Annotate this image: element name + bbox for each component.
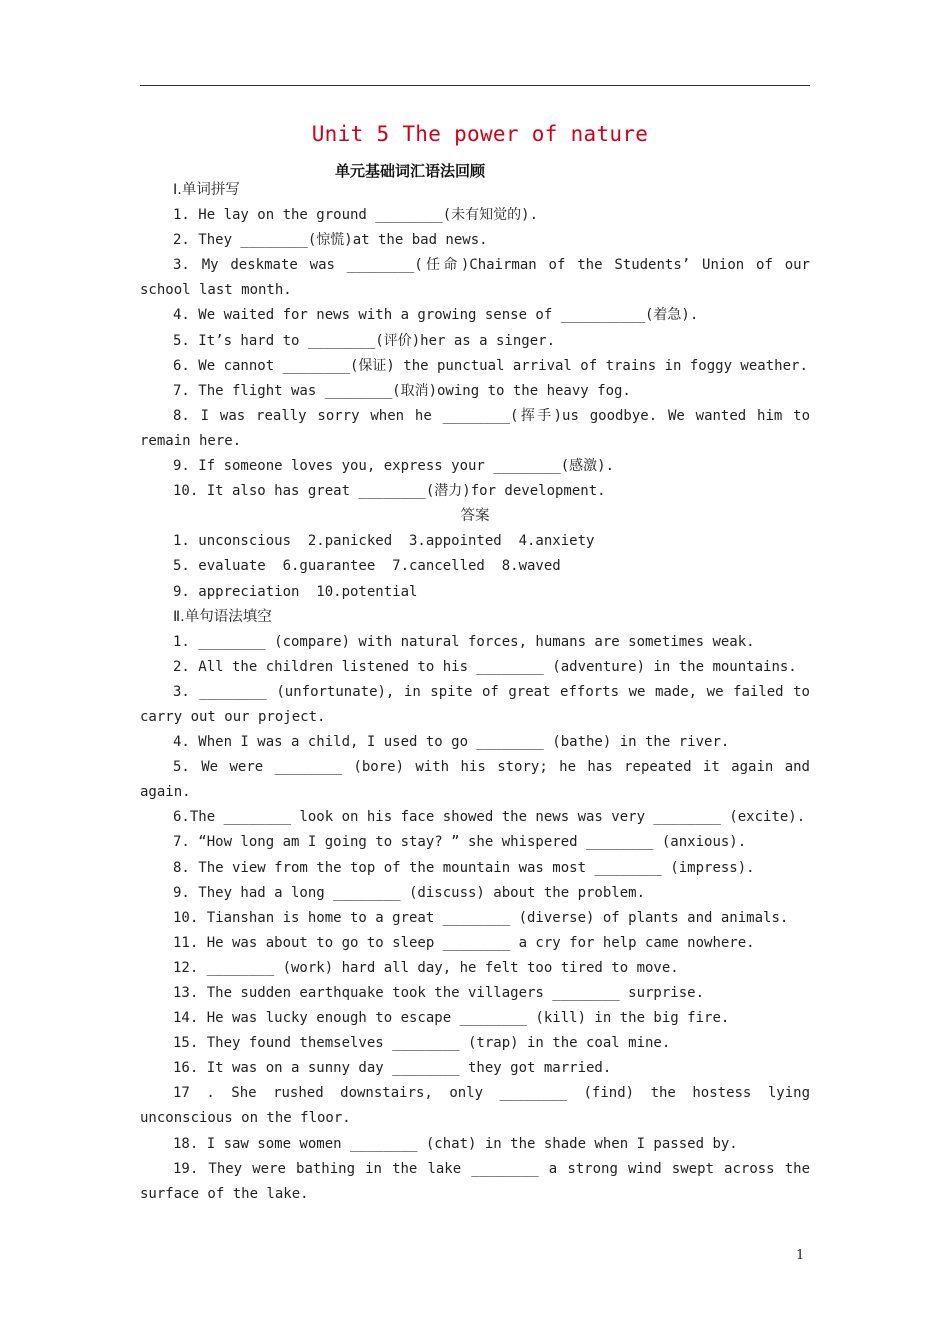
grammar-item-13: 13. The sudden earthquake took the villagers ________ surprise. [173, 985, 705, 1001]
answer-line-1: 1. unconscious 2.panicked 3.appointed 4.anxiety [173, 533, 595, 550]
vocabulary-list [140, 203, 819, 504]
grammar-item-18: 18. I saw some women ________ (chat) in the shade when I passed by. [173, 1135, 738, 1152]
grammar-item-6: 6.The ________ look on his face showed the news was very ________ (excite). [173, 809, 806, 826]
vocab-item-5: 5. It’s hard to ________(评价)her as a singer. [173, 332, 556, 349]
vocab-item-9: 9. If someone loves you, express your ________(感激). [173, 458, 615, 475]
vocab-item-10: 10. It also has great ________(潜力)for development. [173, 483, 606, 500]
grammar-item-8: 8. The view from the top of the mountain was most ________ (impress). [173, 859, 755, 876]
grammar-list [140, 630, 819, 1207]
grammar-item-10: 10. Tianshan is home to a great ________ (diverse) of plants and animals. [173, 909, 789, 926]
section-heading-grammar: Ⅱ.单句语法填空 [173, 608, 272, 625]
answer-heading: 答案 [460, 508, 490, 525]
document-body [140, 178, 819, 1207]
grammar-item-1: 1. ________ (compare) with natural forces, humans are sometimes weak. [173, 633, 755, 650]
header-rule [140, 85, 810, 86]
grammar-item-16: 16. It was on a sunny day ________ they got married. [173, 1060, 612, 1077]
page-subtitle: 单元基础词汇语法回顾 [334, 162, 485, 180]
grammar-item-3: 3. ________ (unfortunate), in spite of great efforts we made, we failed to carry out our project. [140, 683, 819, 725]
grammar-item-7: 7. “How long am I going to stay? ” she whispered ________ (anxious). [173, 834, 747, 851]
vocab-item-1: 1. He lay on the ground ________(未有知觉的). [173, 207, 539, 224]
grammar-item-5: 5. We were ________ (bore) with his story; he has repeated it again and again. [140, 759, 819, 801]
grammar-item-19: 19. They were bathing in the lake ________ a strong wind swept across the surface of the lake. [140, 1160, 819, 1202]
grammar-item-2: 2. All the children listened to his ________ (adventure) in the mountains. [173, 658, 797, 675]
grammar-item-14: 14. He was lucky enough to escape ________ (kill) in the big fire. [173, 1010, 730, 1027]
answer-line-3: 9. appreciation 10.potential [173, 583, 418, 600]
vocab-item-6: 6. We cannot ________(保证) the punctual arrival of trains in foggy weather. [173, 357, 808, 374]
page-title: Unit 5 The power of nature [311, 122, 649, 146]
section-heading-vocabulary: Ⅰ.单词拼写 [173, 182, 240, 198]
grammar-item-15: 15. They found themselves ________ (trap) in the coal mine. [173, 1035, 671, 1052]
grammar-item-17: 17 . She rushed downstairs, only ________ (find) the hostess lying unconscious on the floor. [140, 1085, 819, 1127]
grammar-item-9: 9. They had a long ________ (discuss) about the problem. [173, 884, 646, 901]
vocab-item-4: 4. We waited for news with a growing sense of __________(着急). [173, 307, 699, 324]
vocab-item-2: 2. They ________(惊慌)at the bad news. [173, 232, 488, 249]
vocab-item-3: 3. My deskmate was ________(任命)Chairman of the Students’ Union of our school last month. [140, 257, 819, 299]
page-number: 1 [796, 1248, 805, 1263]
grammar-item-4: 4. When I was a child, I used to go ________ (bathe) in the river. [173, 734, 730, 751]
answer-line-2: 5. evaluate 6.guarantee 7.cancelled 8.waved [173, 558, 561, 575]
answer-list [140, 529, 810, 604]
grammar-item-12: 12. ________ (work) hard all day, he felt too tired to move. [173, 959, 679, 976]
vocab-item-7: 7. The flight was ________(取消)owing to the heavy fog. [173, 382, 631, 399]
vocab-item-8: 8. I was really sorry when he ________(挥手)us goodbye. We wanted him to remain here. [140, 407, 819, 449]
grammar-item-11: 11. He was about to go to sleep ________ a cry for help came nowhere. [173, 934, 755, 951]
